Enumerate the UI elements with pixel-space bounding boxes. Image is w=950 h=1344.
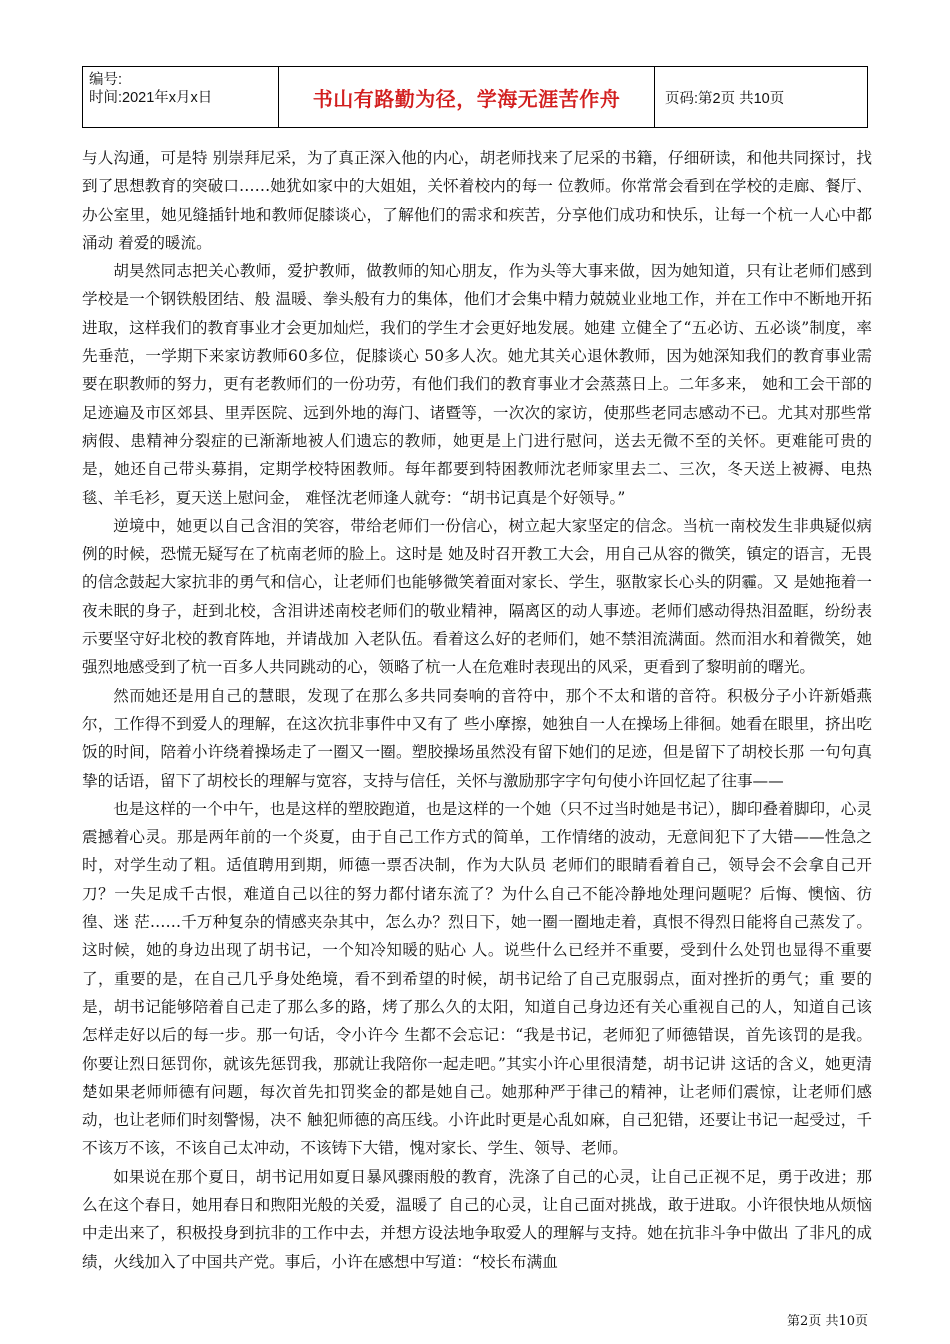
document-number: 编号: xyxy=(89,72,123,88)
paragraph: 胡昊然同志把关心教师，爱护教师，做教师的知心朋友，作为头等大事来做，因为她知道，只有让老师们感到学校是一个钢铁般团结、般 温暖、拳头般有力的集体，他们才会集中精力兢兢业业地工作，并在工作中不断地开拓进取，这样我们的教育事业才会更加灿烂，我们的学生才会更好地发展。她建 立健全了“五必访、五必谈”制度，率先垂范，一学期下来家访教师60多位，促膝谈心 50多人次。她尤其关心退休教师，因为她深知我们的教育事业需要在职教师的努力，更有老教师们的一份功劳，有他们我们的教育事业才会蒸蒸日上。二年多来， 她和工会干部的足迹遍及市区郊县、里弄医院、远到外地的海门、诸暨等，一次次的家访，使那些老同志感动不已。尤其对那些常病假、患精神分裂症的已渐渐地被人们遗忘的教师，她更是上门进行慰问，送去无微不至的关怀。更难能可贵的是，她还自己带头募捐，定期学校特困教师。每年都要到特困教师沈老师家里去二、三次，冬天送上被褥、电热毯、羊毛衫，夏天送上慰问金， 难怪沈老师逢人就夸：“胡书记真是个好领导。” xyxy=(82,262,872,507)
motto: 书山有路勤为径，学海无涯苦作舟 xyxy=(312,86,621,111)
paragraph: 逆境中，她更以自己含泪的笑容，带给老师们一份信心，树立起大家坚定的信念。当杭一南校发生非典疑似病例的时候，恐慌无疑写在了杭南老师的脸上。这时是 她及时召开教工大会，用自己从容的微笑，镇定的语言，无畏的信念鼓起大家抗非的勇气和信心，让老师们也能够微笑着面对家长、学生，驱散家长心头的阴霾。又 是她拖着一夜未眠的身子，赶到北校，含泪讲述南校老师们的敬业精神，隔离区的动人事迹。老师们感动得热泪盈眶，纷纷表示要坚守好北校的教育阵地，并请战加 入老队伍。看着这么好的老师们，她不禁泪流满面。然而泪水和着微笑，她强烈地感受到了杭一百多人共同跳动的心，领略了杭一人在危难时表现出的风采，更看到了黎明前的曙光。 xyxy=(82,516,872,677)
header-page-cell xyxy=(655,67,867,127)
paragraph: 与人沟通，可是特 别崇拜尼采，为了真正深入他的内心，胡老师找来了尼采的书籍，仔细研读，和他共同探讨，找到了思想教育的突破口……她犹如家中的大姐姐，关怀着校内的每一 位教师。你常常会看到在学校的走廊、餐厅、办公室里，她见缝插针地和教师促膝谈心，了解他们的需求和疾苦，分享他们成功和快乐，让每一个杭一人心中都涌动 着爱的暖流。 xyxy=(82,149,872,252)
paragraph: 也是这样的一个中午，也是这样的塑胶跑道，也是这样的一个她（只不过当时她是书记），脚印叠着脚印，心灵震撼着心灵。那是两年前的一个炎夏，由于自己工作方式的简单，工作情绪的波动，无意间犯下了大错——性急之时，对学生动了粗。适值聘用到期，师德一票否决制，作为大队员 老师们的眼睛看着自己，领导会不会拿自己开刀？一失足成千古恨，难道自己以往的努力都付诸东流了？为什么自己不能冷静地处理问题呢？后悔、懊恼、彷徨、迷 茫……千万种复杂的情感夹杂其中，怎么办？烈日下，她一圈一圈地走着，真恨不得烈日能将自己蒸发了。这时候，她的身边出现了胡书记，一个知冷知暖的贴心 人。说些什么已经并不重要，受到什么处罚也显得不重要了，重要的是，在自己几乎身处绝境，看不到希望的时候，胡书记给了自己克服弱点，面对挫折的勇气；重 要的是，胡书记能够陪着自己走了那么多的路，烤了那么久的太阳，知道自己身边还有关心重视自己的人，知道自己该怎样走好以后的每一步。那一句话，令小许今 生都不会忘记：“我是书记，老师犯了师德错误，首先该罚的是我。你要让烈日惩罚你，就该先惩罚我，那就让我陪你一起走吧。”其实小许心里很清楚，胡书记讲 这话的含义，她更清楚如果老师师德有问题，每次首先扣罚奖金的都是她自己。她那种严于律己的精神，让老师们震惊，让老师们感动，也让老师们时刻警惕，决不 触犯师德的高压线。小许此时更是心乱如麻，自己犯错，还要让书记一起受过，千不该万不该，不该自己太冲动，不该铸下大错，愧对家长、学生、领导、老师。 xyxy=(82,799,872,1158)
paragraph: 然而她还是用自己的慧眼，发现了在那么多共同奏响的音符中，那个不太和谐的音符。积极分子小许新婚燕尔，工作得不到爱人的理解，在这次抗非事件中又有了 些小摩擦，她独自一人在操场上徘徊。她看在眼里，挤出吃饭的时间，陪着小许绕着操场走了一圈又一圈。塑胶操场虽然没有留下她们的足迹，但是留下了胡校长那 一句句真挚的话语，留下了胡校长的理解与宽容，支持与信任，关怀与激励那字字句句使小许回忆起了往事—— xyxy=(82,686,872,790)
document-body xyxy=(82,144,872,1294)
header-meta xyxy=(83,67,279,127)
header-motto-cell xyxy=(279,67,655,127)
page-header xyxy=(82,66,868,128)
document-date: 时间:2021年x月x日 xyxy=(89,90,213,106)
paragraph: 如果说在那个夏日，胡书记用如夏日暴风骤雨般的教育，洗涤了自己的心灵，让自己正视不足，勇于改进；那么在这个春日，她用春日和煦阳光般的关爱，温暖了 自己的心灵，让自己面对挑战，敢于进取。小许很快地从烦恼中走出来了，积极投身到抗非的工作中去，并想方设法地争取爱人的理解与支持。她在抗非斗争中做出 了非凡的成绩，火线加入了中国共产党。事后，小许在感想中写道：“校长布满血 xyxy=(82,1167,872,1271)
page-footer: 第2页 共10页 xyxy=(787,1314,868,1329)
page-number: 页码:第2页 共10页 xyxy=(665,90,785,107)
